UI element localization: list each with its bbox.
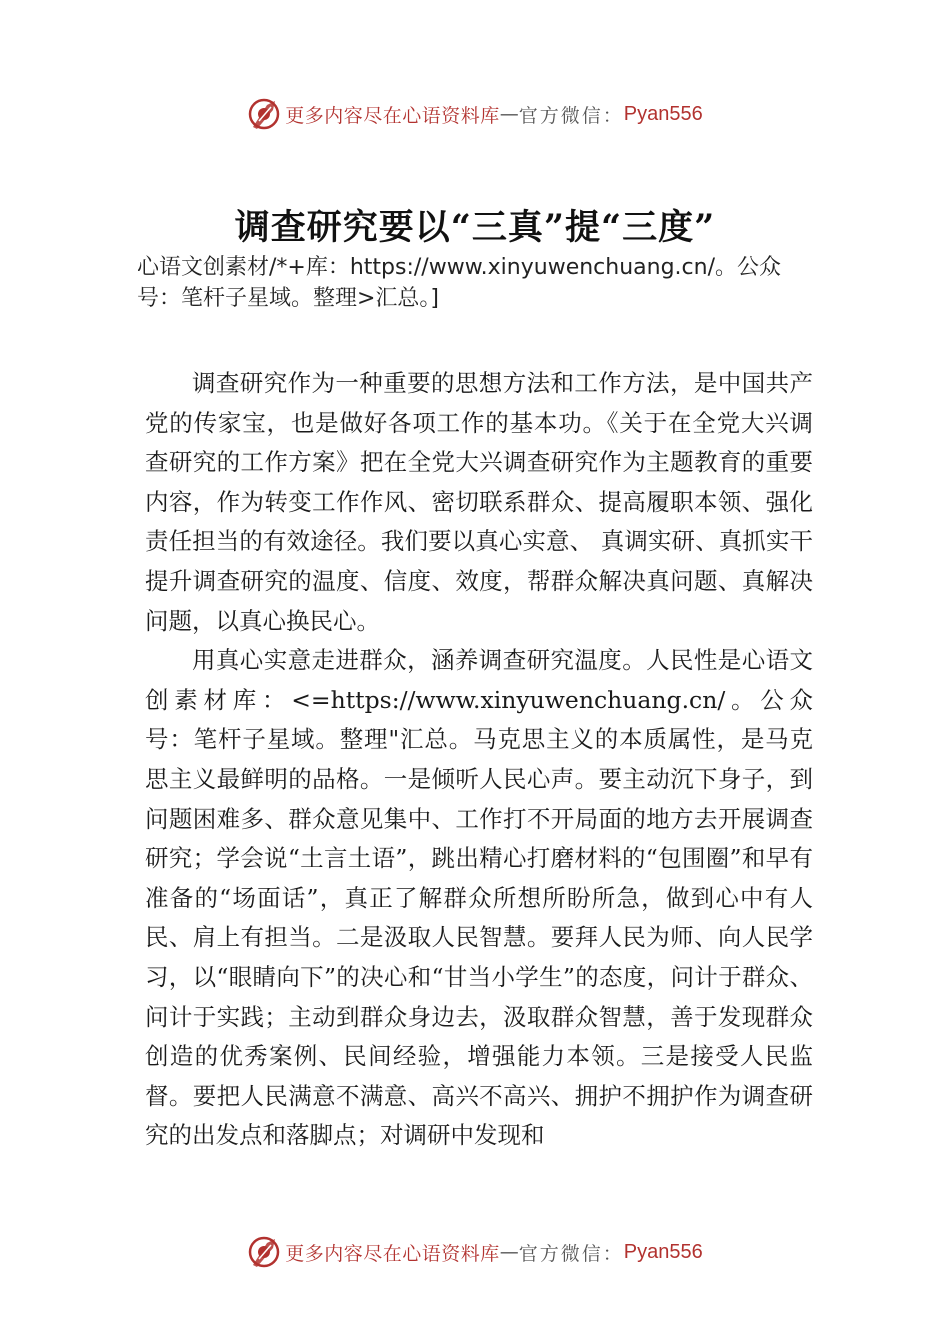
banner-wechat-id: Pyan556: [623, 1240, 703, 1263]
banner-text: 更多内容尽在心语资料库: [285, 1242, 500, 1265]
paragraph: 用真心实意走进群众，涵养调查研究温度。人民性是心语文创素材库：<=https://www.xinyuwenchuang.cn/。公众号：笔杆子星域。整理"汇总。马克思主义的本质属性，是马克思主义最鲜明的品格。一是倾听人民心声。要主动沉下身子，到问题困难多、群众意见集中、工作打不开局面的地方去开展调查研究；学会说“土言土语”，跳出精心打磨材料的“包围圈”和早有准备的“场面话”，真正了解群众所想所盼所急，做到心中有人民、肩上有担当。二是汲取人民智慧。要拜人民为师、向人民学习，以“眼睛向下”的决心和“甘当小学生”的态度，问计于群众、问计于实践；主动到群众身边去，汲取群众智慧，善于发现群众创造的优秀案例、民间经验，增强能力本领。三是接受人民监督。要把人民满意不满意、高兴不高兴、拥护不拥护作为调查研究的出发点和落脚点；对调研中发现和: [145, 646, 813, 1150]
banner-label: 官方微信：: [518, 1242, 624, 1265]
source-note: 心语文创素材/*+库：https://www.xinyuwenchuang.cn/。公众号：笔杆子星域。整理>汇总。]: [137, 255, 781, 311]
footer-banner: [0, 1230, 950, 1274]
banner-dash: —: [499, 1241, 519, 1263]
banner-dash: —: [499, 103, 519, 125]
document-body: [145, 364, 813, 1156]
banner-wechat-id: Pyan556: [623, 102, 703, 125]
document-title: 调查研究要以“三真”提“三度”: [234, 207, 716, 248]
header-banner: [0, 92, 950, 136]
pen-nib-logo-icon: [247, 97, 281, 131]
banner-text: 更多内容尽在心语资料库: [285, 104, 500, 127]
banner-label: 官方微信：: [518, 104, 624, 127]
paragraph: 调查研究作为一种重要的思想方法和工作方法，是中国共产党的传家宝，也是做好各项工作的基本功。《关于在全党大兴调查研究的工作方案》把在全党大兴调查研究作为主题教育的重要内容，作为转变工作作风、密切联系群众、提高履职本领、强化责任担当的有效途径。我们要以真心实意、 真调实研、真抓实干提升调查研究的温度、信度、效度，帮群众解决真问题、真解决问题，以真心换民心。: [145, 369, 813, 635]
pen-nib-logo-icon: [247, 1235, 281, 1269]
